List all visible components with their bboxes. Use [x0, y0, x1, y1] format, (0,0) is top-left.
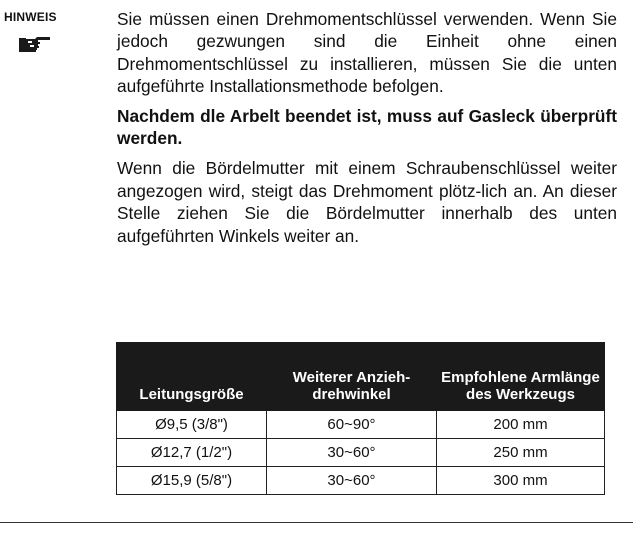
header-pipe-size: Leitungsgröße	[117, 343, 267, 411]
cell-angle: 60~90°	[267, 411, 437, 439]
table-header-row	[117, 343, 605, 411]
cell-pipe-size: Ø9,5 (3/8")	[117, 411, 267, 439]
cell-arm-length: 200 mm	[437, 411, 605, 439]
table-row	[117, 411, 605, 439]
pointing-hand-icon	[18, 32, 52, 54]
cell-angle: 30~60°	[267, 439, 437, 467]
table-row	[117, 439, 605, 467]
table-row	[117, 467, 605, 495]
cell-angle: 30~60°	[267, 467, 437, 495]
header-tightening-angle: Weiterer Anzieh-drehwinkel	[267, 343, 437, 411]
paragraph-gas-leak-check: Nachdem dle Arbelt beendet ist, muss auf Gasleck überprüft werden.	[117, 105, 617, 149]
header-tool-arm-length: Empfohlene Armlänge des Werkzeugs	[437, 343, 605, 411]
torque-table	[116, 342, 605, 495]
cell-arm-length: 250 mm	[437, 439, 605, 467]
cell-pipe-size: Ø12,7 (1/2")	[117, 439, 267, 467]
note-content	[117, 8, 617, 247]
cell-arm-length: 300 mm	[437, 467, 605, 495]
paragraph-torque-wrench: Sie müssen einen Drehmomentschlüssel verwenden. Wenn Sie jedoch gezwungen sind die Einheit ohne einen Drehmomentschlüssel zu installieren, müssen Sie die unten aufgeführte Installationsmethode befolgen.	[117, 9, 617, 97]
cell-pipe-size: Ø15,9 (5/8")	[117, 467, 267, 495]
paragraph-flare-nut: Wenn die Bördelmutter mit einem Schraubenschlüssel weiter angezogen wird, steigt das Drehmoment plötz-lich an. An dieser Stelle ziehen Sie die Bördelmutter innerhalb des unten aufgeführten Winkels weiter an.	[117, 158, 617, 246]
bottom-divider	[0, 522, 633, 523]
note-label: HINWEIS	[4, 10, 57, 24]
